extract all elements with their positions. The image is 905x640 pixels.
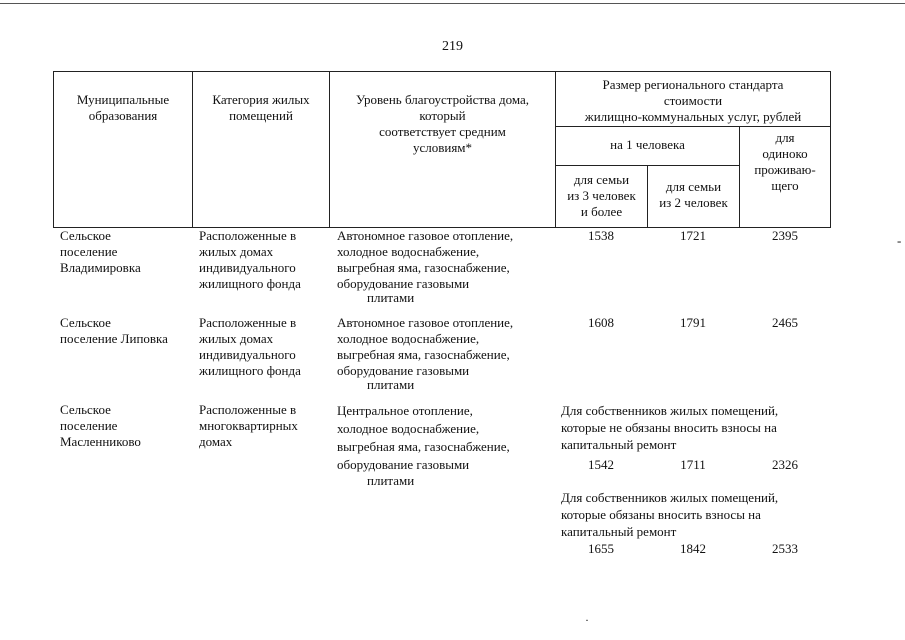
value-family2: 1721 — [680, 228, 706, 243]
level-cell — [337, 402, 510, 488]
header-family-3 — [555, 165, 648, 228]
level-cell — [337, 228, 513, 304]
cell-line: Для собственников жилых помещений, — [561, 490, 779, 505]
header-text: образования — [88, 108, 158, 123]
municipal-cell — [60, 402, 141, 450]
value-family3: 1538 — [588, 228, 614, 243]
value-family3: 1655 — [588, 541, 614, 556]
cell-line: Сельское — [60, 228, 111, 243]
header-text: для семьи — [665, 179, 722, 194]
value-family3: 1608 — [588, 315, 614, 330]
header-text: Уровень благоустройства дома, — [355, 92, 530, 107]
cell-line: оборудование газовыми — [337, 363, 470, 378]
cell-line: выгребная яма, газоснабжение, — [337, 347, 510, 362]
municipal-cell — [60, 228, 141, 276]
cell-line: Расположенные в — [199, 402, 297, 417]
header-text: жилищно-коммунальных услуг, рублей — [584, 109, 802, 124]
category-cell — [199, 402, 298, 450]
header-standard — [555, 71, 831, 127]
cell-line: холодное водоснабжение, — [337, 244, 480, 259]
header-text: помещений — [229, 108, 293, 123]
cell-line: Центральное отопление, — [337, 403, 473, 418]
cell-line: жилищного фонда — [199, 276, 301, 291]
value-single: 2326 — [772, 457, 798, 472]
level-cell — [337, 315, 513, 391]
scan-dot: · — [585, 613, 589, 627]
cell-line: выгребная яма, газоснабжение, — [337, 439, 510, 454]
cell-line: оборудование газовыми — [337, 457, 470, 472]
header-text: щего — [771, 178, 799, 193]
header-category — [192, 71, 330, 228]
header-text: и более — [580, 204, 623, 219]
cell-line: Автономное газовое отопление, — [337, 315, 514, 330]
cell-line: поселение — [60, 244, 118, 259]
value-single: 2465 — [772, 315, 798, 330]
cell-line: Сельское — [60, 402, 111, 417]
header-per-person — [555, 126, 740, 166]
cell-line: домах — [199, 434, 233, 449]
margin-mark: - — [897, 233, 902, 248]
header-text: Размер регионального стандарта — [602, 77, 784, 92]
cell-line: холодное водоснабжение, — [337, 331, 480, 346]
header-text: из 3 человек — [567, 188, 636, 203]
value-single: 2395 — [772, 228, 798, 243]
cell-line: Автономное газовое отопление, — [337, 228, 514, 243]
value-family2: 1791 — [680, 315, 706, 330]
cell-line: Для собственников жилых помещений, — [561, 403, 779, 418]
cell-line: индивидуального — [199, 347, 296, 362]
header-text: для — [775, 130, 795, 145]
header-text: одиноко — [762, 146, 808, 161]
header-municipal — [53, 71, 193, 228]
header-text: проживаю- — [754, 162, 816, 177]
cell-line: многоквартирных — [199, 418, 298, 433]
header-single — [739, 126, 831, 228]
header-text: соответствует средним — [379, 124, 506, 139]
category-cell — [199, 315, 301, 379]
header-family-2 — [647, 165, 740, 228]
cell-line: холодное водоснабжение, — [337, 421, 480, 436]
header-text: из 2 человек — [659, 195, 728, 210]
cell-line: Масленниково — [60, 434, 141, 449]
header-level — [329, 71, 556, 228]
municipal-cell — [60, 315, 168, 347]
cell-line: Владимировка — [60, 260, 141, 275]
cell-line: поселение Липовка — [60, 331, 168, 346]
top-rule — [0, 3, 905, 4]
value-family3: 1542 — [588, 457, 614, 472]
cell-line: Расположенные в — [199, 315, 297, 330]
cell-line: капитальный ремонт — [561, 524, 677, 539]
header-text: Категория жилых — [212, 92, 310, 107]
value-single: 2533 — [772, 541, 798, 556]
category-cell — [199, 228, 301, 292]
cell-line: которые обязаны вносить взносы на — [561, 507, 761, 522]
cell-line: жилых домах — [199, 331, 274, 346]
header-text: на 1 человека — [610, 137, 685, 152]
header-text: стоимости — [663, 93, 723, 108]
cell-line: жилых домах — [199, 244, 274, 259]
header-text: условиям* — [412, 140, 473, 155]
cell-line: плитами — [367, 473, 415, 488]
cell-line: оборудование газовыми — [337, 276, 470, 291]
header-text: Муниципальные — [76, 92, 170, 107]
cell-line: жилищного фонда — [199, 363, 301, 378]
cell-line: плитами — [367, 290, 415, 305]
note-obliged — [561, 489, 851, 540]
cell-line: индивидуального — [199, 260, 296, 275]
cell-line: поселение — [60, 418, 118, 433]
cell-line: которые не обязаны вносить взносы на — [561, 420, 777, 435]
note-not-obliged — [561, 402, 851, 453]
header-text: который — [419, 108, 466, 123]
cell-line: выгребная яма, газоснабжение, — [337, 260, 510, 275]
value-family2: 1842 — [680, 541, 706, 556]
cell-line: Расположенные в — [199, 228, 297, 243]
value-family2: 1711 — [680, 457, 706, 472]
cell-line: Сельское — [60, 315, 111, 330]
cell-line: капитальный ремонт — [561, 437, 677, 452]
header-text: для семьи — [573, 172, 630, 187]
page-number: 219 — [442, 39, 463, 54]
cell-line: плитами — [367, 377, 415, 392]
